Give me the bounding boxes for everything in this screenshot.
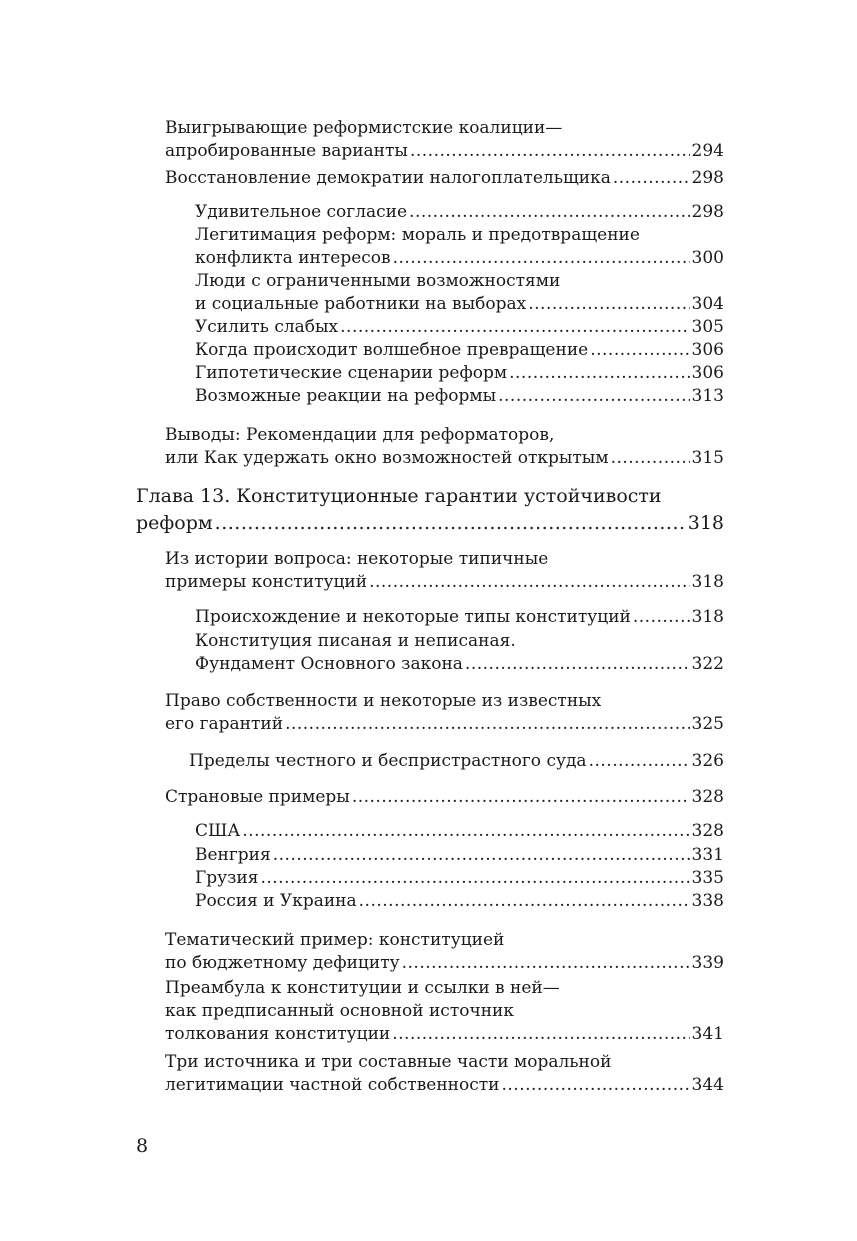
dot-leader: [633, 606, 690, 629]
toc-page-number: 313: [691, 386, 724, 406]
toc-entry-text: легитимации частной собственности: [165, 1075, 500, 1095]
dot-leader: [359, 890, 690, 913]
dot-leader: [260, 867, 689, 890]
toc-entry: [165, 424, 724, 470]
toc-entry-text: апробированные варианты: [165, 141, 408, 161]
toc-page-number: 315: [691, 448, 724, 468]
toc-entry-text: Возможные реакции на реформы: [195, 386, 497, 406]
dot-leader: [409, 201, 690, 224]
toc-entry-text: Право собственности и некоторые из известных: [165, 691, 602, 711]
toc-page-number: 338: [691, 891, 724, 911]
toc-page-number: 328: [691, 787, 724, 807]
toc-entry-text: Гипотетические сценарии реформ: [195, 363, 508, 383]
dot-leader: [410, 140, 690, 163]
toc-entry: [195, 224, 724, 270]
toc-page-number: 300: [691, 248, 724, 268]
toc-entry: [195, 362, 724, 385]
toc-entry-text: и социальные работники на выборах: [195, 294, 527, 314]
toc-entry: [165, 117, 724, 163]
toc-page-number: 306: [691, 363, 724, 383]
toc-entry-text: Страновые примеры: [165, 787, 350, 807]
toc-entry: [195, 867, 724, 890]
toc-entry-text: Выводы: Рекомендации для реформаторов,: [165, 425, 555, 445]
dot-leader: [285, 713, 689, 736]
toc-page-number: 318: [691, 572, 724, 592]
dot-leader: [611, 447, 690, 470]
toc-page-number: 341: [691, 1024, 724, 1044]
toc-entry-text: Грузия: [195, 868, 259, 888]
toc-page-number: 331: [691, 845, 724, 865]
dot-leader: [369, 571, 689, 594]
toc-entry-text: Удивительное согласие: [195, 202, 408, 222]
toc-page-number: 339: [691, 953, 724, 973]
dot-leader: [340, 316, 689, 339]
toc-page-number: 328: [691, 821, 724, 841]
toc-page-number: 326: [691, 751, 724, 771]
toc-page-number: 344: [691, 1075, 724, 1095]
toc-entry: [165, 548, 724, 594]
dot-leader: [392, 1023, 689, 1046]
toc-entry: [195, 820, 724, 843]
toc-entry: [165, 977, 724, 1046]
toc-entry-text: Восстановление демократии налогоплательщика: [165, 168, 611, 188]
toc-entry-text: Тематический пример: конституцией: [165, 930, 505, 950]
toc-page-number: 306: [691, 340, 724, 360]
toc-page-number: 318: [691, 607, 724, 627]
dot-leader: [242, 820, 689, 843]
toc-entry: [165, 1051, 724, 1097]
toc-entry: [195, 844, 724, 867]
toc-entry-text: толкования конституции: [165, 1024, 391, 1044]
dot-leader: [215, 510, 686, 537]
toc-entry-text: Россия и Украина: [195, 891, 357, 911]
toc-entry-text: Конституция писаная и неписаная.: [195, 631, 516, 651]
toc-entry: [195, 270, 724, 316]
dot-leader: [273, 844, 690, 867]
toc-entry-text: по бюджетному дефициту: [165, 953, 400, 973]
toc-entry-text: Из истории вопроса: некоторые типичные: [165, 549, 549, 569]
toc-entry-text: Выигрывающие реформистские коалиции—: [165, 118, 563, 138]
toc-entry-text: Пределы честного и беспристрастного суда: [189, 751, 587, 771]
toc-entry-text: как предписанный основной источник: [165, 1001, 514, 1021]
toc-page-number: 298: [691, 168, 724, 188]
toc-entry-text: конфликта интересов: [195, 248, 391, 268]
page-number: 8: [136, 1135, 149, 1157]
toc-page-number: 322: [691, 654, 724, 674]
dot-leader: [393, 247, 690, 270]
toc-chapter-entry: [136, 483, 724, 537]
toc-entry: [195, 606, 724, 629]
toc-page-number: 294: [691, 141, 724, 161]
toc-entry-text: реформ: [136, 512, 213, 534]
toc-entry: [165, 167, 724, 190]
toc-entry-text: Когда происходит волшебное превращение: [195, 340, 589, 360]
dot-leader: [613, 167, 690, 190]
toc-entry: [195, 630, 724, 676]
toc-entry-text: или Как удержать окно возможностей открытым: [165, 448, 609, 468]
toc-entry-text: Преамбула к конституции и ссылки в ней—: [165, 978, 560, 998]
toc-entry-text: Усилить слабых: [195, 317, 339, 337]
toc-entry-text: США: [195, 821, 241, 841]
toc-entry: [165, 929, 724, 975]
toc-entry-text: Фундамент Основного закона: [195, 654, 463, 674]
toc-entry: [195, 201, 724, 224]
toc-entry-text: Легитимация реформ: мораль и предотвращение: [195, 225, 640, 245]
dot-leader: [465, 653, 690, 676]
toc-entry: [165, 690, 724, 736]
toc-entry: [195, 339, 724, 362]
toc-page-number: 318: [687, 512, 724, 534]
toc-entry: [165, 786, 724, 809]
toc-entry-text: примеры конституций: [165, 572, 368, 592]
toc-entry: [195, 890, 724, 913]
dot-leader: [590, 339, 689, 362]
toc-entry: [195, 316, 724, 339]
toc-entry-text: Люди с ограниченными возможностями: [195, 271, 561, 291]
toc-page-number: 304: [691, 294, 724, 314]
dot-leader: [528, 293, 689, 316]
toc-page-number: 335: [691, 868, 724, 888]
toc-entry-text: Глава 13. Конституционные гарантии устойчивости: [136, 485, 662, 507]
toc-entry-text: Венгрия: [195, 845, 271, 865]
dot-leader: [509, 362, 689, 385]
toc-entry-text: Три источника и три составные части моральной: [165, 1052, 612, 1072]
toc-page-number: 305: [691, 317, 724, 337]
toc-entry: [189, 750, 724, 773]
toc-entry-text: его гарантий: [165, 714, 284, 734]
dot-leader: [589, 750, 690, 773]
dot-leader: [498, 385, 689, 408]
dot-leader: [402, 952, 690, 975]
dot-leader: [502, 1074, 690, 1097]
toc-entry: [195, 385, 724, 408]
toc-entry-text: Происхождение и некоторые типы конституций: [195, 607, 631, 627]
toc-page-number: 325: [691, 714, 724, 734]
dot-leader: [352, 786, 690, 809]
toc-page-number: 298: [691, 202, 724, 222]
